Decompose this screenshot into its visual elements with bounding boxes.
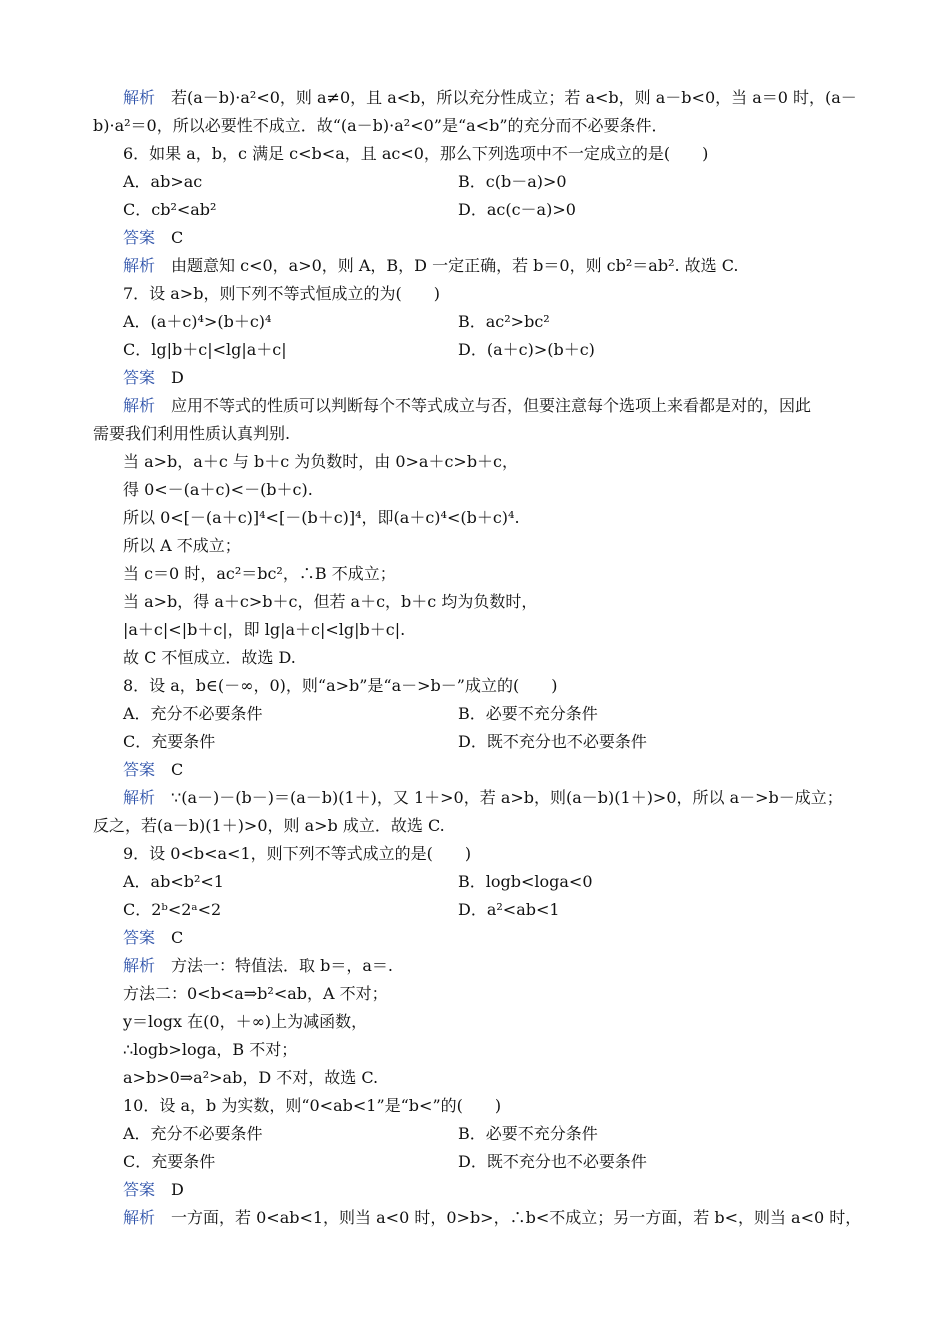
text-line	[123, 200, 216, 220]
text-line	[123, 368, 184, 388]
line-text: 应用不等式的性质可以判断每个不等式成立与否，但要注意每个选项上来看都是对的，因此	[171, 396, 812, 415]
line-text: 7．设 a>b，则下列不等式恒成立的为( )	[123, 284, 440, 303]
line-text: 得 0<－(a＋c)<－(b＋c).	[123, 480, 313, 499]
line-text: 10．设 a，b 为实数，则“0<ab<1”是“b<”的( )	[123, 1096, 502, 1115]
section-label: 解析	[123, 88, 156, 107]
line-text: 需要我们利用性质认真判别.	[93, 424, 291, 443]
line-text: 当 a>b，得 a＋c>b＋c，但若 a＋c，b＋c 均为负数时，	[123, 592, 538, 611]
text-line	[123, 1208, 861, 1228]
text-line	[123, 312, 271, 332]
line-text: 所以 A 不成立；	[123, 536, 241, 555]
text-line	[123, 984, 388, 1004]
text-line	[458, 900, 560, 920]
text-line	[123, 564, 396, 584]
text-line	[123, 1152, 215, 1172]
text-line	[458, 1152, 647, 1172]
text-line	[123, 872, 224, 892]
text-line	[458, 704, 598, 724]
text-line	[123, 1124, 263, 1144]
line-text: A．ab>ac	[123, 172, 203, 191]
line-text: A．充分不必要条件	[123, 704, 263, 723]
line-text: 反之，若(a－b)(1＋)>0，则 a>b 成立．故选 C.	[93, 816, 445, 835]
section-label: 解析	[123, 956, 156, 975]
line-text: 所以 0<[－(a＋c)]⁴<[－(b＋c)]⁴，即(a＋c)⁴<(b＋c)⁴.	[123, 508, 520, 527]
line-text: 8．设 a，b∈(－∞，0)，则“a>b”是“a－>b－”成立的( )	[123, 676, 558, 695]
text-line	[458, 200, 576, 220]
section-label: 答案	[123, 368, 156, 387]
line-text: A．充分不必要条件	[123, 1124, 263, 1143]
line-text: 由题意知 c<0，a>0，则 A，B，D 一定正确，若 b＝0，则 cb²＝ab². 故选 C.	[171, 256, 739, 275]
text-line	[123, 452, 518, 472]
text-line	[123, 620, 405, 640]
text-line	[123, 508, 520, 528]
text-line	[458, 172, 567, 192]
text-line	[123, 396, 811, 416]
text-line	[123, 1012, 367, 1032]
text-line	[123, 900, 221, 920]
line-text: 6．如果 a，b，c 满足 c<b<a，且 ac<0，那么下列选项中不一定成立的是( )	[123, 144, 709, 163]
line-text: C．cb²<ab²	[123, 200, 217, 219]
line-text: 方法一：特值法．取 b＝，a＝.	[171, 956, 393, 975]
line-text: B．必要不充分条件	[458, 1124, 598, 1143]
text-line	[123, 1040, 297, 1060]
line-text: 当 c＝0 时，ac²＝bc²，∴B 不成立；	[123, 564, 396, 583]
line-text: 当 a>b，a＋c 与 b＋c 为负数时，由 0>a＋c>b＋c，	[123, 452, 519, 471]
section-label: 答案	[123, 928, 156, 947]
line-text: b)·a²＝0，所以必要性不成立．故“(a－b)·a²<0”是“a<b”的充分而不必要条件．	[93, 116, 668, 135]
line-text: D	[171, 368, 184, 387]
section-label: 答案	[123, 760, 156, 779]
text-line	[458, 340, 595, 360]
text-line	[123, 480, 313, 500]
line-text: B．logb<loga<0	[458, 872, 593, 891]
line-text: C	[171, 228, 184, 247]
text-line	[458, 872, 593, 892]
text-line	[123, 284, 440, 304]
text-line	[123, 1180, 184, 1200]
line-text: D．既不充分也不必要条件	[458, 732, 647, 751]
line-text: B．ac²>bc²	[458, 312, 550, 331]
line-text: B．必要不充分条件	[458, 704, 598, 723]
line-text: 若(a－b)·a²<0，则 a≠0，且 a<b，所以充分性成立；若 a<b，则 a－b<0，当 a＝0 时，(a－	[171, 88, 857, 107]
line-text: 故 C 不恒成立．故选 D.	[123, 648, 296, 667]
text-line	[93, 116, 668, 136]
line-text: D．(a＋c)>(b＋c)	[458, 340, 595, 359]
line-text: a>b>0⇒a²>ab，D 不对，故选 C.	[123, 1068, 379, 1087]
text-line	[123, 340, 287, 360]
text-line	[123, 228, 183, 248]
text-line	[123, 256, 739, 276]
text-line	[123, 956, 393, 976]
section-label: 答案	[123, 1180, 156, 1199]
line-text: 一方面，若 0<ab<1，则当 a<0 时，0>b>，∴b<不成立；另一方面，若 b<，则当 a<0 时，	[171, 1208, 862, 1227]
line-text: D．既不充分也不必要条件	[458, 1152, 647, 1171]
line-text: C．2ᵇ<2ᵃ<2	[123, 900, 222, 919]
text-line	[123, 144, 708, 164]
text-line	[458, 312, 550, 332]
line-text: ∴logb>loga，B 不对；	[123, 1040, 298, 1059]
text-line	[123, 788, 843, 808]
section-label: 解析	[123, 1208, 156, 1227]
text-line	[123, 732, 215, 752]
line-text: A．ab<b²<1	[123, 872, 224, 891]
text-line	[123, 704, 263, 724]
text-line	[93, 816, 445, 836]
text-line	[458, 732, 647, 752]
text-line	[123, 592, 537, 612]
line-text: A．(a＋c)⁴>(b＋c)⁴	[123, 312, 272, 331]
section-label: 答案	[123, 228, 156, 247]
text-line	[93, 424, 290, 444]
line-text: C．充要条件	[123, 1152, 216, 1171]
text-line	[123, 676, 557, 696]
text-line	[123, 928, 183, 948]
text-line	[458, 1124, 598, 1144]
line-text: C	[171, 760, 184, 779]
line-text: |a＋c|<|b＋c|，即 lg|a＋c|<lg|b＋c|.	[123, 620, 406, 639]
text-line	[123, 1096, 501, 1116]
line-text: C．lg|b＋c|<lg|a＋c|	[123, 340, 287, 359]
line-text: ∵(a－)－(b－)＝(a－b)(1＋)，又 1＋>0，若 a>b，则(a－b)(1＋)>0，所以 a－>b－成立；	[171, 788, 843, 807]
text-line	[123, 648, 296, 668]
line-text: B．c(b－a)>0	[458, 172, 567, 191]
section-label: 解析	[123, 788, 156, 807]
line-text: 方法二：0<b<a⇒b²<ab，A 不对；	[123, 984, 388, 1003]
line-text: D．a²<ab<1	[458, 900, 560, 919]
line-text: D．ac(c－a)>0	[458, 200, 576, 219]
line-text: 9．设 0<b<a<1，则下列不等式成立的是( )	[123, 844, 472, 863]
line-text: C	[171, 928, 184, 947]
section-label: 解析	[123, 396, 156, 415]
text-line	[123, 172, 202, 192]
line-text: D	[171, 1180, 184, 1199]
section-label: 解析	[123, 256, 156, 275]
text-line	[123, 536, 241, 556]
line-text: C．充要条件	[123, 732, 216, 751]
text-line	[123, 844, 471, 864]
text-line	[123, 1068, 378, 1088]
line-text: y＝logx 在(0，＋∞)上为减函数，	[123, 1012, 368, 1031]
text-line	[123, 760, 183, 780]
text-line	[123, 88, 857, 108]
